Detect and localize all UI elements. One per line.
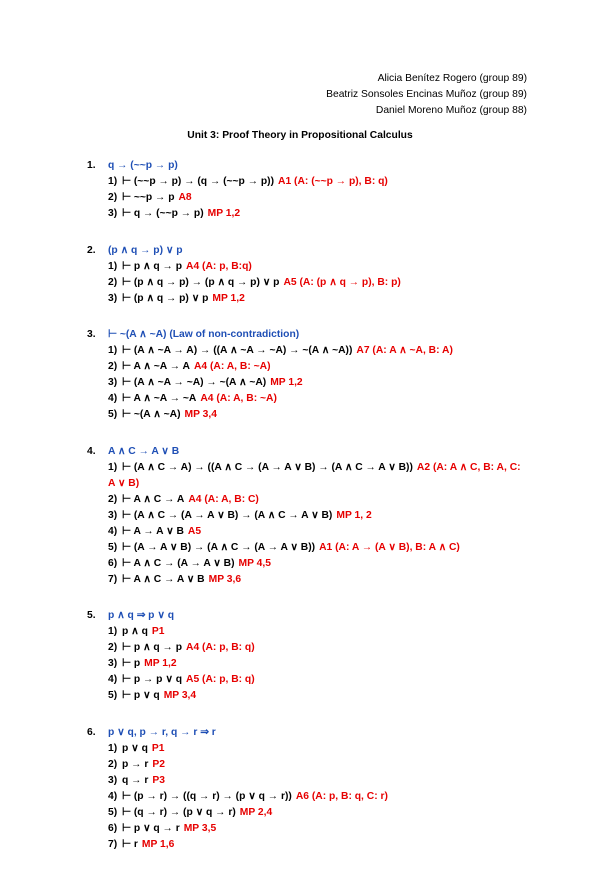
- problem-statement: q → (~~p → p): [108, 160, 178, 171]
- proof-step: [108, 640, 527, 656]
- problem-block: [87, 327, 527, 423]
- proof-step: [108, 672, 527, 688]
- step-label: 3): [108, 774, 118, 786]
- step-justification: MP 1,2: [207, 208, 241, 219]
- step-label: 1): [108, 742, 118, 754]
- step-formula: ⊢ A ∧ C → A: [122, 493, 185, 505]
- author-line: Daniel Moreno Muñoz (group 88): [375, 105, 527, 116]
- proof-step: [108, 460, 527, 492]
- problem-block: [87, 243, 527, 307]
- author-line: Alicia Benítez Rogero (group 89): [377, 73, 527, 84]
- step-justification: P1: [151, 626, 165, 637]
- proof-step: [108, 174, 527, 190]
- step-label: 2): [108, 276, 118, 288]
- proof-step: [108, 757, 527, 773]
- step-label: 2): [108, 493, 118, 505]
- problem-heading: [87, 608, 527, 624]
- step-label: 1): [108, 626, 118, 637]
- problem-heading: [87, 158, 527, 174]
- step-label: 3): [108, 509, 118, 521]
- proof-step: [108, 291, 527, 307]
- step-justification: P1: [151, 742, 165, 754]
- step-justification: A1 (A: (~~p → p), B: q): [278, 176, 388, 187]
- problem-heading: [87, 725, 527, 741]
- step-label: 6): [108, 557, 118, 569]
- step-formula: ⊢ (A ∧ ~A → ~A) → ~(A ∧ ~A): [122, 377, 267, 388]
- step-label: 1): [108, 345, 118, 356]
- step-label: 3): [108, 658, 118, 669]
- step-formula: ⊢ A → A ∨ B: [122, 525, 184, 537]
- proof-step: [108, 821, 527, 837]
- step-formula: ⊢ (p → r) → ((q → r) → (p ∨ q → r)): [122, 790, 292, 802]
- problem-number: 6.: [87, 726, 96, 738]
- proof-step: [108, 359, 527, 375]
- step-label: 3): [108, 377, 118, 388]
- step-justification: A1 (A: A → (A ∨ B), B: A ∧ C): [319, 541, 460, 553]
- problem-number: 3.: [87, 329, 96, 340]
- page-title: Unit 3: Proof Theory in Propositional Calculus: [187, 130, 413, 141]
- proof-step: [108, 508, 527, 524]
- step-formula: ⊢ (q → r) → (p ∨ q → r): [122, 806, 236, 818]
- step-justification: A5 (A: (p ∧ q → p), B: p): [283, 276, 401, 288]
- step-justification: P3: [152, 774, 165, 786]
- step-label: 4): [108, 674, 118, 685]
- step-formula: q → r: [122, 774, 149, 786]
- problem-block: [87, 158, 527, 222]
- problem-block: [87, 725, 527, 853]
- problem-number: 5.: [87, 610, 96, 621]
- step-formula: ⊢ A ∧ C → (A → A ∨ B): [122, 557, 235, 569]
- proof-step: [108, 492, 527, 508]
- proof-step: [108, 407, 527, 423]
- problem-statement: (p ∧ q → p) ∨ p: [108, 244, 183, 256]
- step-formula: ⊢ (A → A ∨ B) → (A ∧ C → (A → A ∨ B)): [122, 541, 316, 553]
- proof-step: [108, 837, 527, 853]
- problem-block: [87, 444, 527, 588]
- proof-step: [108, 556, 527, 572]
- step-label: 4): [108, 525, 118, 537]
- proof-step: [108, 688, 527, 704]
- step-formula: ⊢ ~~p → p: [122, 192, 175, 203]
- step-justification: A5 (A: p, B: q): [186, 674, 255, 685]
- proof-step: [108, 375, 527, 391]
- step-formula: ⊢ (A ∧ C → A) → ((A ∧ C → (A → A ∨ B) → (A ∧ C → A ∨ B)): [122, 461, 413, 473]
- step-formula: ⊢ q → (~~p → p): [122, 208, 204, 219]
- proof-step: [108, 190, 527, 206]
- proof-step: [108, 206, 527, 222]
- step-formula: ⊢ p ∨ q → r: [122, 822, 180, 834]
- step-justification: MP 3,5: [183, 822, 217, 834]
- problem-heading: [87, 444, 527, 460]
- step-label: 1): [108, 461, 118, 473]
- step-label: 2): [108, 758, 118, 770]
- author-list: [326, 71, 527, 119]
- step-formula: ⊢ p → p ∨ q: [122, 674, 183, 685]
- problem-list: [87, 158, 527, 873]
- proof-step: [108, 741, 527, 757]
- step-justification: MP 3,6: [208, 573, 242, 585]
- step-formula: ⊢ p ∨ q: [122, 690, 160, 701]
- step-label: 5): [108, 409, 118, 420]
- step-label: 2): [108, 192, 118, 203]
- step-label: 2): [108, 642, 118, 653]
- step-justification: MP 1,2: [212, 292, 245, 304]
- step-justification: MP 1,2: [270, 377, 303, 388]
- step-label: 6): [108, 822, 118, 834]
- proof-step: [108, 773, 527, 789]
- step-formula: ⊢ p: [122, 658, 141, 669]
- step-formula: ⊢ p ∧ q → p: [122, 260, 183, 272]
- problem-statement: A ∧ C → A ∨ B: [108, 445, 180, 457]
- step-justification: A2 (A: A ∧ C, B: A, C: A ∨ B): [108, 461, 521, 489]
- problem-statement: p ∧ q ⇒ p ∨ q: [108, 610, 175, 621]
- problem-heading: [87, 327, 527, 343]
- step-justification: A4 (A: A, B: ~A): [200, 393, 277, 404]
- problem-statement: ⊢ ~(A ∧ ~A) (Law of non-contradiction): [108, 329, 300, 340]
- step-formula: ⊢ (p ∧ q → p) → (p ∧ q → p) ∨ p: [122, 276, 280, 288]
- step-formula: ⊢ (p ∧ q → p) ∨ p: [122, 292, 209, 304]
- problem-statement: p ∨ q, p → r, q → r ⇒ r: [108, 726, 216, 738]
- problem-number: 2.: [87, 244, 96, 256]
- step-formula: ⊢ A ∧ C → A ∨ B: [122, 573, 205, 585]
- step-justification: A6 (A: p, B: q, C: r): [295, 790, 388, 802]
- proof-step: [108, 789, 527, 805]
- proof-step: [108, 524, 527, 540]
- step-label: 4): [108, 790, 118, 802]
- proof-step: [108, 572, 527, 588]
- step-label: 3): [108, 292, 118, 304]
- step-label: 7): [108, 573, 118, 585]
- step-formula: ⊢ (~~p → p) → (q → (~~p → p)): [122, 176, 275, 187]
- step-label: 3): [108, 208, 118, 219]
- step-formula: p → r: [122, 758, 149, 770]
- problem-heading: [87, 243, 527, 259]
- proof-step: [108, 624, 527, 640]
- step-formula: p ∧ q: [122, 626, 148, 637]
- author-line: Beatriz Sonsoles Encinas Muñoz (group 89): [326, 89, 527, 100]
- step-formula: ⊢ A ∧ ~A → A: [122, 361, 190, 372]
- proof-step: [108, 391, 527, 407]
- proof-step: [108, 656, 527, 672]
- step-justification: A7 (A: A ∧ ~A, B: A): [356, 345, 453, 356]
- step-label: 2): [108, 361, 118, 372]
- proof-step: [108, 540, 527, 556]
- step-justification: A4 (A: A, B: ~A): [193, 361, 271, 372]
- step-label: 5): [108, 690, 118, 701]
- step-formula: p ∨ q: [122, 742, 148, 754]
- step-label: 4): [108, 393, 118, 404]
- step-justification: MP 4,5: [238, 557, 271, 569]
- step-label: 5): [108, 541, 118, 553]
- step-justification: A4 (A: A, B: C): [188, 493, 259, 505]
- step-justification: P2: [152, 758, 165, 770]
- step-label: 1): [108, 176, 118, 187]
- step-justification: A4 (A: p, B: q): [186, 642, 255, 653]
- proof-step: [108, 259, 527, 275]
- step-justification: A8: [178, 192, 192, 203]
- proof-step: [108, 275, 527, 291]
- step-label: 5): [108, 806, 118, 818]
- problem-number: 1.: [87, 160, 96, 171]
- step-justification: A5: [187, 525, 202, 537]
- proof-step: [108, 805, 527, 821]
- step-formula: ⊢ (A ∧ ~A → A) → ((A ∧ ~A → ~A) → ~(A ∧ ~A)): [122, 345, 353, 356]
- proof-step: [108, 343, 527, 359]
- problem-number: 4.: [87, 445, 96, 457]
- step-label: 7): [108, 838, 118, 850]
- step-formula: ⊢ p ∧ q → p: [122, 642, 183, 653]
- step-justification: MP 3,4: [163, 690, 197, 701]
- step-justification: MP 3,4: [184, 409, 217, 420]
- step-justification: MP 1,2: [144, 658, 177, 669]
- step-label: 1): [108, 260, 118, 272]
- step-formula: ⊢ r: [122, 838, 138, 850]
- step-justification: MP 2,4: [239, 806, 273, 818]
- step-formula: ⊢ (A ∧ C → (A → A ∨ B) → (A ∧ C → A ∨ B): [122, 509, 333, 521]
- step-justification: MP 1, 2: [336, 509, 372, 521]
- step-formula: ⊢ ~(A ∧ ~A): [122, 409, 181, 420]
- step-justification: MP 1,6: [141, 838, 175, 850]
- step-formula: ⊢ A ∧ ~A → ~A: [122, 393, 197, 404]
- step-justification: A4 (A: p, B:q): [186, 260, 252, 272]
- problem-block: [87, 608, 527, 704]
